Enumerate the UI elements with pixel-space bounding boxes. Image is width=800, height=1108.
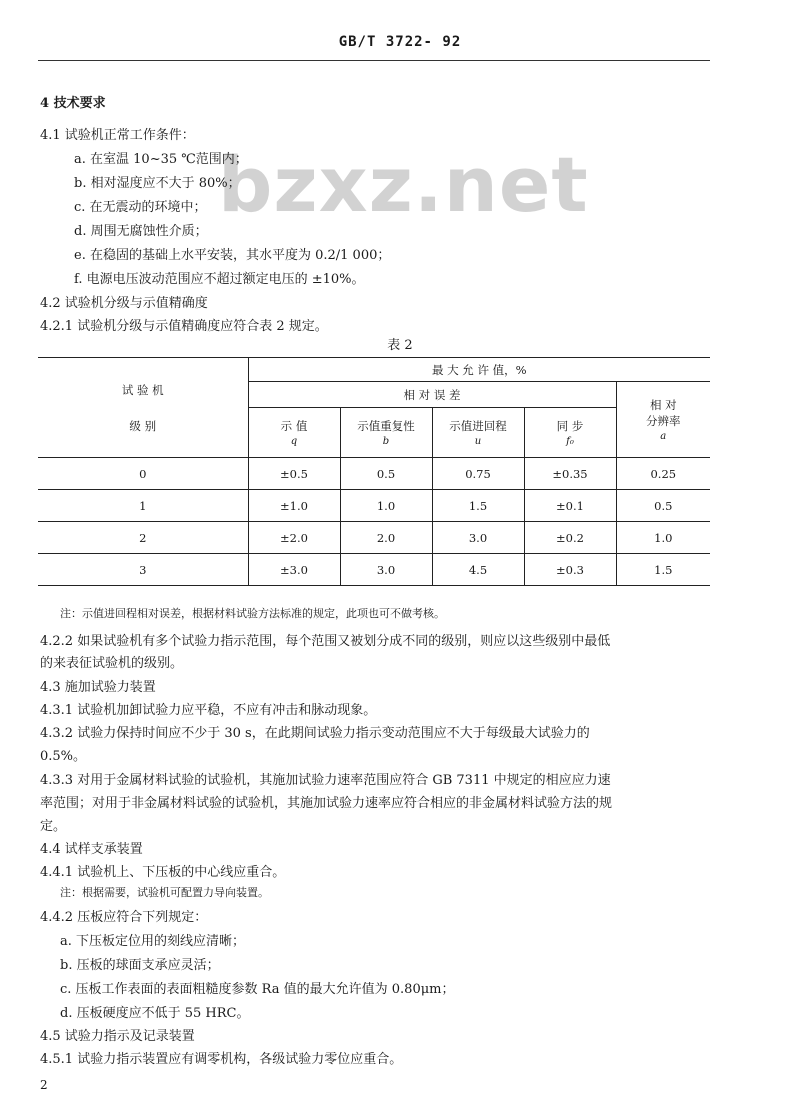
list-item: b. 相对湿度应不大于 80%；	[74, 176, 241, 191]
clause-4-3-3-end: 定。	[40, 819, 67, 834]
list-item: f. 电源电压波动范围应不超过额定电压的 ±10%。	[74, 272, 365, 287]
clause-4-2-1: 4.2.1 试验机分级与示值精确度应符合表 2 规定。	[40, 319, 328, 334]
list-item: c. 压板工作表面的表面粗糙度参数 Ra 值的最大允许值为 0.80μm；	[60, 982, 455, 997]
clause-4-2-2: 4.2.2 如果试验机有多个试验力指示范围，每个范围又被划分成不同的级别，则应以这些级别中最低	[40, 634, 611, 649]
clause-4-3-3-cont: 率范围；对用于非金属材料试验的试验机，其施加试验力速率应符合相应的非金属材料试验方法的规	[40, 796, 613, 811]
clause-4-4-1: 4.4.1 试验机上、下压板的中心线应重合。	[40, 865, 286, 880]
table-title: 表 2	[387, 338, 413, 353]
clause-4-3: 4.3 施加试验力装置	[40, 680, 156, 695]
table-row: 0 ±0.5 0.5 0.75 ±0.35 0.25	[38, 458, 710, 490]
clause-4-4-2-title: 4.4.2 压板应符合下列规定：	[40, 910, 208, 925]
table-subheader: 示 值 q	[248, 408, 340, 458]
clause-4-3-2: 4.3.2 试验力保持时间应不少于 30 s，在此期间试验力指示变动范围应不大于每级最大试验力的	[40, 726, 590, 741]
clause-4-1-title: 4.1 试验机正常工作条件：	[40, 128, 195, 143]
list-item: d. 周围无腐蚀性介质；	[74, 224, 208, 239]
list-item: b. 压板的球面支承应灵活；	[60, 958, 220, 973]
clause-4-5-1: 4.5.1 试验力指示装置应有调零机构，各级试验力零位应重合。	[40, 1052, 403, 1067]
clause-4-3-2-cont: 0.5%。	[40, 749, 87, 764]
standard-code-header: GB/T 3722- 92	[338, 34, 462, 50]
clause-4-3-1: 4.3.1 试验机加卸试验力应平稳，不应有冲击和脉动现象。	[40, 703, 377, 718]
clause-4-3-3: 4.3.3 对用于金属材料试验的试验机，其施加试验力速率范围应符合 GB 7311 中规定的相应应力速	[40, 773, 611, 788]
clause-4-5: 4.5 试验力指示及记录装置	[40, 1029, 195, 1044]
table-header-grade: 试 验 机 级 别	[38, 358, 248, 458]
watermark-logo: bzxz.net	[218, 140, 589, 229]
section-4-title: 4 技术要求	[40, 96, 106, 111]
header-rule	[38, 60, 710, 61]
table-subheader: 同 步 f₀	[524, 408, 616, 458]
clause-4-4: 4.4 试样支承装置	[40, 842, 143, 857]
table-row: 3 ±3.0 3.0 4.5 ±0.3 1.5	[38, 554, 710, 586]
table-header-resolution: 相 对 分辨率 a	[616, 382, 710, 458]
list-item: d. 压板硬度应不低于 55 HRC。	[60, 1006, 250, 1021]
table-subheader: 示值重复性 b	[340, 408, 432, 458]
page-number: 2	[40, 1078, 48, 1092]
table-note: 注：示值进回程相对误差，根据材料试验方法标准的规定，此项也可不做考核。	[60, 607, 445, 620]
list-item: a. 下压板定位用的刻线应清晰；	[60, 934, 246, 949]
list-item: c. 在无震动的环境中；	[74, 200, 207, 215]
clause-4-4-1-note: 注：根据需要，试验机可配置力导向装置。	[60, 886, 269, 899]
list-item: e. 在稳固的基础上水平安装，其水平度为 0.2/1 000；	[74, 248, 391, 263]
table-subheader: 示值进回程 u	[432, 408, 524, 458]
table-header-max-allow: 最 大 允 许 值，%	[248, 358, 710, 382]
clause-4-2: 4.2 试验机分级与示值精确度	[40, 296, 208, 311]
table-header-relative-error: 相 对 误 差	[248, 382, 616, 408]
table-row: 1 ±1.0 1.0 1.5 ±0.1 0.5	[38, 490, 710, 522]
table-row: 2 ±2.0 2.0 3.0 ±0.2 1.0	[38, 522, 710, 554]
list-item: a. 在室温 10~35 ℃范围内；	[74, 152, 248, 167]
table-2	[38, 357, 710, 586]
clause-4-2-2-cont: 的来表征试验机的级别。	[40, 656, 184, 671]
